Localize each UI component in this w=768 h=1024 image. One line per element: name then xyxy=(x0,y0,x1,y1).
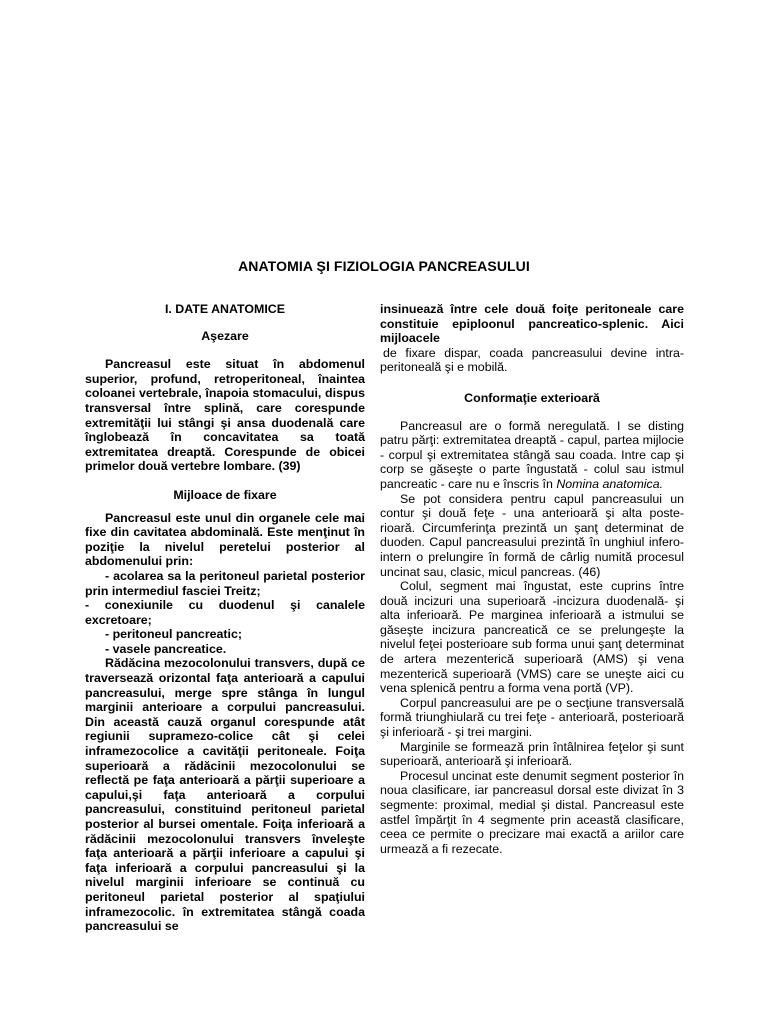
right-column xyxy=(380,302,684,856)
left-column xyxy=(85,302,365,934)
nomina-anatomica-term: Nomina anatomica. xyxy=(556,476,664,491)
paragraph-conformatie-4: Corpul pancreasului are pe o secţiune transversală formă triunghiulară cu trei feţe - anterioară, posterioară şi inferioară - şi trei margini. xyxy=(380,695,684,740)
paragraph-conformatie-3: Colul, segment mai îngustat, este cuprins între două incizuri una superioară -incizura duodenală- şi alta inferioară. Pe marginea inferioară a istmului se găseşte incizura pancreatică ce se prelungeşte la nivelul feţei posterioare sub forma unui şanţ determinat de artera mezenterică superioară (AMS) şi vena mezenterică superioară (VMS) care se uneşte aici cu vena splenică pentru a forma vena portă (VP). xyxy=(380,579,684,696)
paragraph-continuation: de fixare dispar, coada pancreasului devine intra-peritoneală şi e mobilă. xyxy=(380,345,684,375)
page-title: ANATOMIA ŞI FIZIOLOGIA PANCREASULUI xyxy=(238,258,530,274)
section-title: I. DATE ANATOMICE xyxy=(164,302,285,316)
paragraph-continuation-bold: insinuează între cele două foiţe peritoneale care constituie epiploonul pancreatico-splenic. Aici mijloacele xyxy=(380,302,684,346)
paragraph-asezare: Pancreasul este situat în abdomenul superior, profund, retroperitoneal, înaintea coloanei vertebrale, înapoia stomacului, dispus transversal între splină, care corespunde extremităţii lui stângi şi ansa duodenală care înglobează în concavitatea sa toată extremitatea dreaptă. Corespunde de obicei primelor două vertebre lombare. (39) xyxy=(85,357,365,474)
list-item-1: - acolarea sa la peritoneul parietal posterior prin intermediul fasciei Treitz; xyxy=(85,568,365,598)
heading-asezare: Aşezare xyxy=(201,328,249,343)
paragraph-mijloace: Pancreasul este unul din organele cele mai fixe din cavitatea abdominală. Este menţinut în poziţie la nivelul peretelui posterior al abdomenului prin: xyxy=(85,510,365,569)
list-item-2: - conexiunile cu duodenul şi canalele excretoare; xyxy=(85,598,365,627)
list-item-3: - peritoneul pancreatic; xyxy=(105,627,243,642)
paragraph-conformatie-5: Marginile se formează prin întâlnirea feţelor şi sunt superioară, anterioară şi inferioară. xyxy=(380,739,684,769)
heading-mijloace: Mijloace de fixare xyxy=(173,487,277,502)
list-item-4: - vasele pancreatice. xyxy=(105,641,227,656)
heading-conformatie: Conformaţie exterioară xyxy=(464,390,600,405)
paragraph-conformatie-6: Procesul uncinat este denumit segment posterior în noua clasificare, iar pancreasul dorsal este divizat în 3 segmente: proximal, medial şi distal. Pancreasul este astfel împărţit în 4 segmente prin această clasificare, ceea ce permite o precizare mai exactă a ariilor care urmează a fi rezecate. xyxy=(380,768,684,856)
paragraph-radacina: Rădăcina mezocolonului transvers, după ce traversează orizontal faţa anterioară a capului pancreasului, merge spre stânga în lungul marginii anterioare a corpului pancreasului. Din această cauză organul corespunde atât regiunii supramezo-colice cât şi celei inframezocolice a cavităţii peritoneale. Foiţa superioară a rădăcinii mezocolonului se reflectă pe faţa anterioară a părţii superioare a capului,şi faţa anterioară a corpului pancreasului, constituind peritoneul parietal posterior al bursei omentale. Foiţa inferioară a rădăcinii mezocolonului transvers înveleşte faţa anterioară a părţii inferioare a capului şi faţa inferioară a corpului pancreasului şi la nivelul marginii inferioare se continuă cu peritoneul parietal posterior al spaţiului inframezocolic. în extremitatea stângă coada pancreasului se xyxy=(85,656,365,934)
paragraph-conformatie-1 xyxy=(380,419,684,492)
paragraph-conformatie-1-text: Pancreasul are o formă neregulată. I se disting patru părţi: extremitatea dreaptă - capul, partea mijlocie - corpul şi extremitatea stângă sau coada. Intre cap şi corp se găseşte o parte îngustată - colul sau istmul pancreatic - care nu e înscris în xyxy=(380,418,684,491)
paragraph-conformatie-2: Se pot considera pentru capul pancreasului un contur şi două feţe - una anterioară şi alta poste- rioară. Circumferinţa prezintă un şanţ determinat de duoden. Capul pancreasului prezintă în unghiul infero-intern o prelungire în formă de cârlig numită procesul uncinat sau, clasic, micul pancreas. (46) xyxy=(380,491,684,579)
